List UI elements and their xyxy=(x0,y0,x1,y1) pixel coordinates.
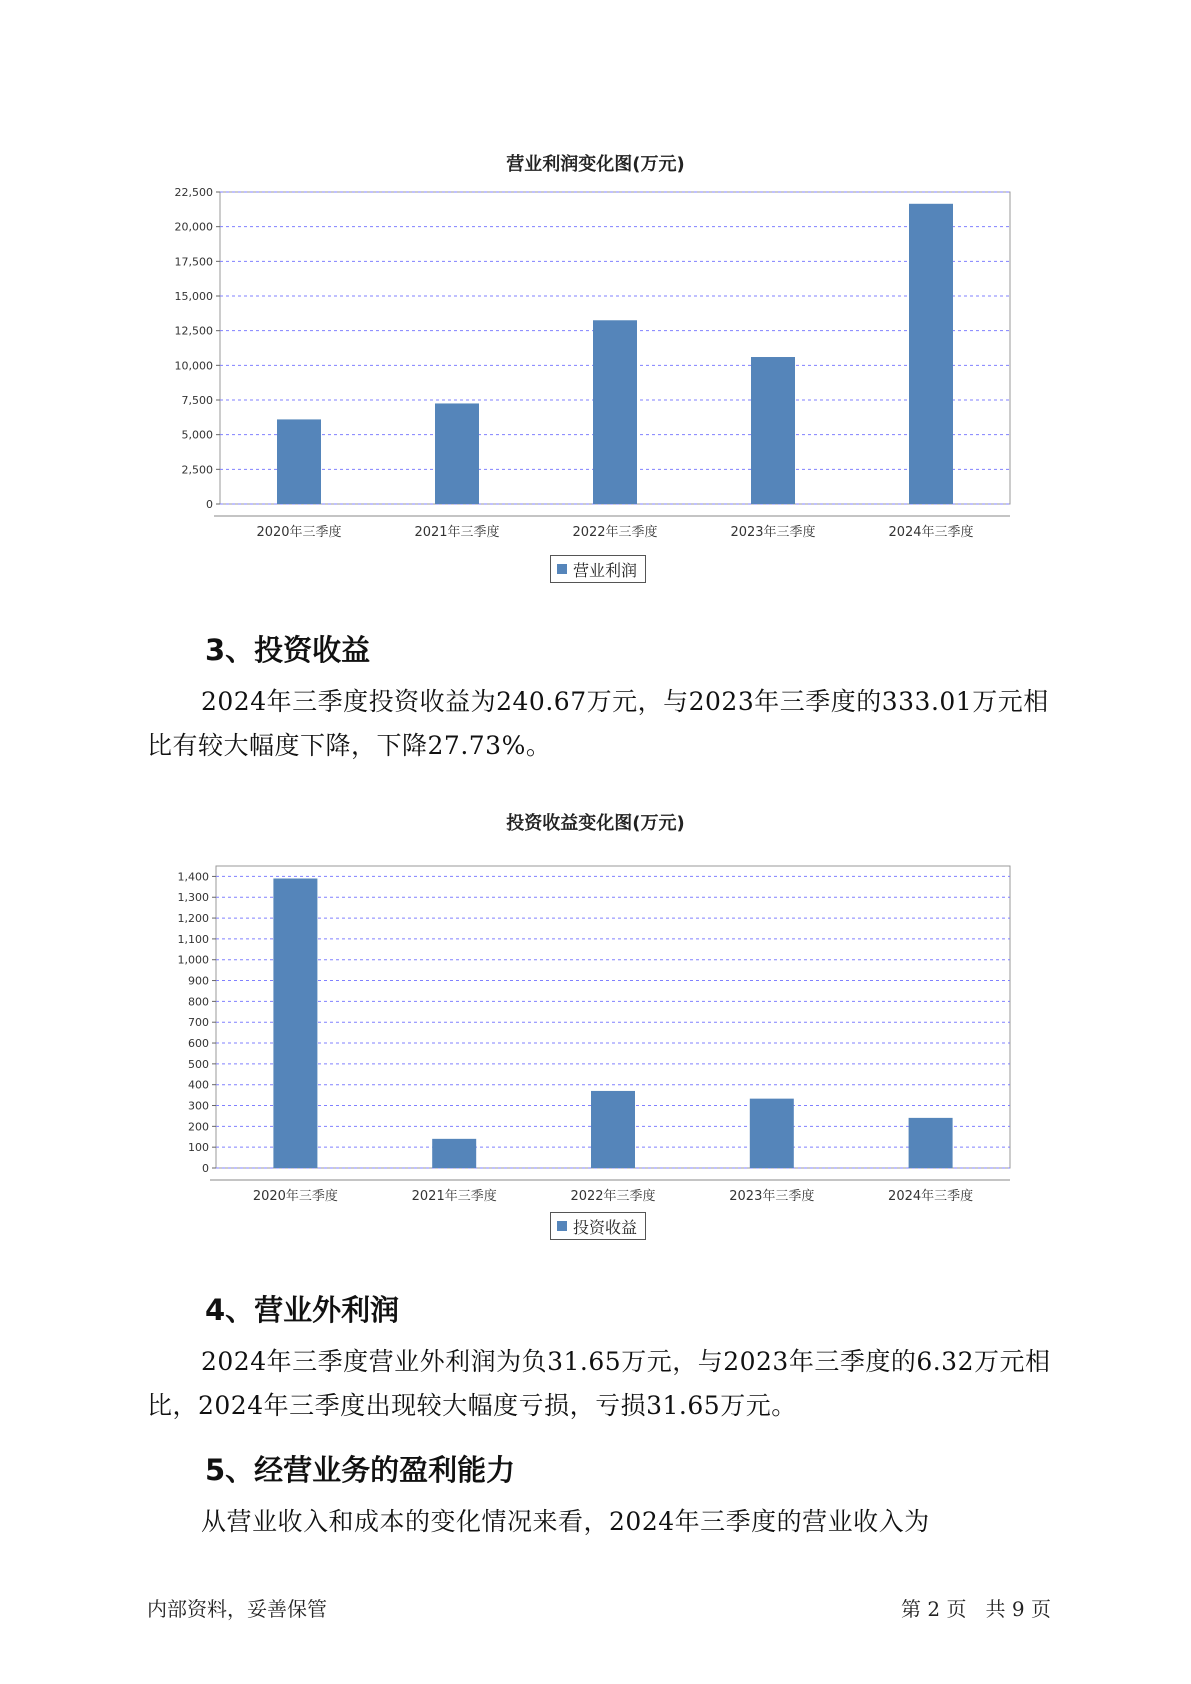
y-tick-label: 1,300 xyxy=(177,891,209,905)
y-tick-label: 17,500 xyxy=(174,255,213,269)
section3-heading: 3、投资收益 xyxy=(205,633,371,667)
y-tick-label: 700 xyxy=(188,1016,209,1030)
x-tick-label: 2022年三季度 xyxy=(572,525,658,540)
x-tick-label: 2021年三季度 xyxy=(414,525,500,540)
y-tick-label: 2,500 xyxy=(181,463,213,477)
y-tick-label: 800 xyxy=(188,995,209,1009)
y-tick-label: 12,500 xyxy=(174,324,213,338)
y-tick-label: 200 xyxy=(188,1120,209,1134)
y-tick-label: 5,000 xyxy=(181,428,213,442)
x-tick-label: 2020年三季度 xyxy=(256,525,342,540)
y-tick-label: 100 xyxy=(188,1141,209,1155)
chart2-legend xyxy=(550,1212,646,1240)
y-tick-label: 600 xyxy=(188,1037,209,1051)
bar xyxy=(273,878,317,1168)
bar xyxy=(277,419,321,504)
bar xyxy=(909,1118,953,1168)
bar xyxy=(435,403,479,504)
y-tick-label: 900 xyxy=(188,974,209,988)
y-tick-label: 1,400 xyxy=(177,870,209,884)
footer-page-number: 第 2 页 共 9 页 xyxy=(901,1597,1051,1621)
section5-paragraph: 从营业收入和成本的变化情况来看，2024年三季度的营业收入为 xyxy=(201,1507,930,1536)
y-tick-label: 300 xyxy=(188,1099,209,1113)
y-tick-label: 500 xyxy=(188,1057,209,1071)
y-tick-label: 1,000 xyxy=(177,953,209,967)
chart2-plot xyxy=(0,845,1191,1215)
bar xyxy=(593,320,637,504)
y-tick-label: 1,100 xyxy=(177,932,209,946)
bar xyxy=(750,1099,794,1168)
y-tick-label: 7,500 xyxy=(181,394,213,407)
y-tick-label: 10,000 xyxy=(174,359,213,373)
x-tick-label: 2024年三季度 xyxy=(888,525,974,540)
bar xyxy=(432,1139,476,1168)
bar xyxy=(909,204,953,504)
chart2-title: 投资收益变化图(万元) xyxy=(506,813,685,834)
chart1-legend-label: 营业利润 xyxy=(573,560,638,580)
x-tick-label: 2023年三季度 xyxy=(730,525,816,540)
chart1-title: 营业利润变化图(万元) xyxy=(506,154,685,175)
x-tick-label: 2023年三季度 xyxy=(729,1189,815,1204)
legend-swatch xyxy=(557,564,567,574)
section3-paragraph: 2024年三季度投资收益为240.67万元，与2023年三季度的333.01万元相比有较大幅度下降，下降27.73%。 xyxy=(147,687,1049,760)
bar xyxy=(751,357,795,504)
y-tick-label: 0 xyxy=(202,1162,209,1175)
x-tick-label: 2024年三季度 xyxy=(888,1189,974,1204)
y-tick-label: 15,000 xyxy=(174,290,213,303)
chart1-plot xyxy=(0,180,1191,540)
y-tick-label: 1,200 xyxy=(177,912,209,926)
legend-swatch xyxy=(557,1221,567,1231)
footer-left: 内部资料，妥善保管 xyxy=(147,1597,327,1621)
section4-paragraph: 2024年三季度营业外利润为负31.65万元，与2023年三季度的6.32万元相比，2024年三季度出现较大幅度亏损，亏损31.65万元。 xyxy=(147,1347,1051,1420)
chart2-legend-label: 投资收益 xyxy=(573,1217,638,1237)
y-tick-label: 400 xyxy=(188,1078,209,1092)
x-tick-label: 2022年三季度 xyxy=(570,1189,656,1204)
chart1-legend xyxy=(550,555,646,583)
bar xyxy=(591,1091,635,1168)
y-tick-label: 20,000 xyxy=(174,220,213,234)
section5-heading: 5、经营业务的盈利能力 xyxy=(205,1453,516,1487)
x-tick-label: 2020年三季度 xyxy=(252,1189,338,1204)
y-tick-label: 0 xyxy=(206,498,213,511)
x-tick-label: 2021年三季度 xyxy=(411,1189,497,1204)
y-tick-label: 22,500 xyxy=(174,186,213,199)
section4-heading: 4、营业外利润 xyxy=(205,1293,400,1327)
